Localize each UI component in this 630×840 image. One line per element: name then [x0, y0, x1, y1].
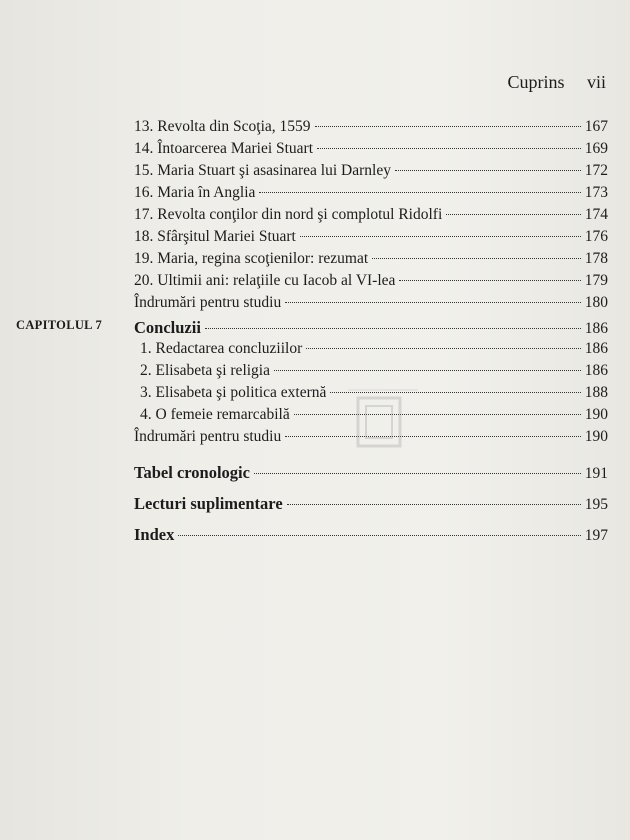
toc-entry: 3. Elisabeta şi politica externă 188 [140, 384, 608, 401]
header-page-number: vii [586, 72, 606, 92]
running-header [489, 72, 606, 93]
toc-entry: 16. Maria în Anglia 173 [134, 184, 608, 201]
toc-entry: 18. Sfârşitul Mariei Stuart 176 [134, 228, 608, 245]
chapter-title: Concluzii 186 [134, 318, 608, 337]
toc-entry: 1. Redactarea concluziilor 186 [140, 340, 608, 357]
toc-entry: 17. Revolta conţilor din nord şi complotul Ridolfi 174 [134, 206, 608, 223]
toc-entry: 2. Elisabeta şi religia 186 [140, 362, 608, 379]
toc-entry: 14. Întoarcerea Mariei Stuart 169 [134, 140, 608, 157]
toc-entry: 19. Maria, regina scoţienilor: rezumat 178 [134, 250, 608, 267]
toc-entry-study: Îndrumări pentru studiu 180 [134, 294, 608, 311]
toc-entry: 20. Ultimii ani: relaţiile cu Iacob al VI-lea 179 [134, 272, 608, 289]
watermark-logo-icon [338, 380, 428, 455]
toc-entry: 13. Revolta din Scoţia, 1559 167 [134, 118, 608, 135]
toc-entry: 15. Maria Stuart şi asasinarea lui Darnley 172 [134, 162, 608, 179]
backmatter-entry: Tabel cronologic 191 [134, 463, 608, 482]
chapter-label: CAPITOLUL 7 [16, 318, 103, 332]
backmatter-entry: Lecturi suplimentare 195 [134, 494, 608, 513]
toc-entry: 4. O femeie remarcabilă 190 [140, 406, 608, 423]
backmatter-entry: Index 197 [134, 525, 608, 544]
header-title: Cuprins [507, 72, 565, 92]
toc-entry-study: Îndrumări pentru studiu 190 [134, 428, 608, 445]
